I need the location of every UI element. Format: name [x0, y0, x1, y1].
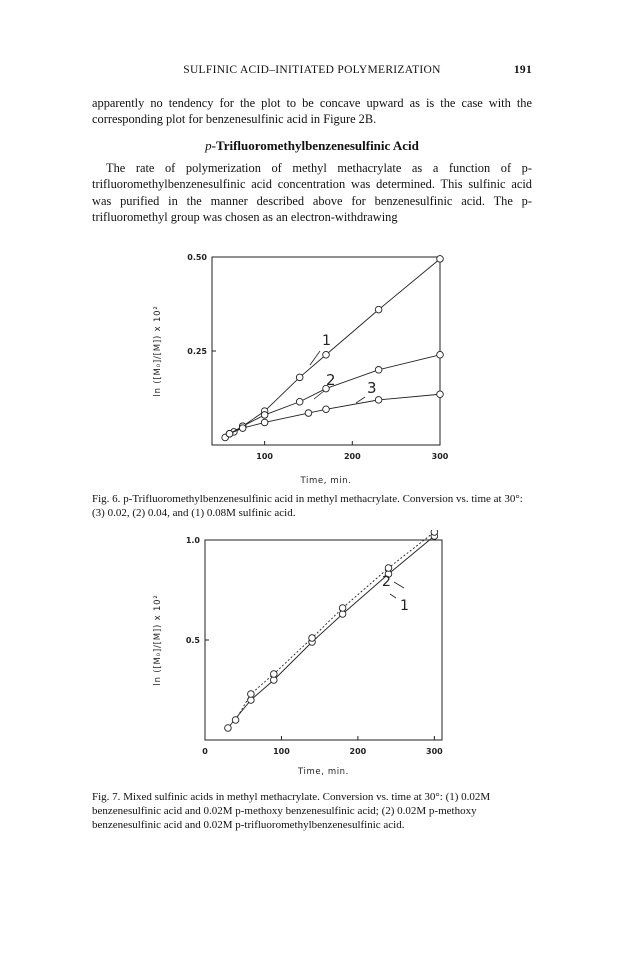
series-3-point	[375, 397, 382, 404]
plot-frame	[205, 540, 442, 740]
series-3-point	[437, 391, 444, 398]
series-3-point	[323, 406, 330, 413]
series-3-point	[226, 430, 233, 437]
x-tick-label: 300	[431, 452, 449, 461]
series-2-point	[248, 691, 255, 698]
section-heading-rest: -Trifluoromethylbenzenesulfinic Acid	[211, 138, 419, 153]
figure-6-caption	[92, 492, 532, 520]
series-2-point	[232, 717, 239, 724]
figure-6-caption-label: Fig. 6.	[92, 493, 121, 505]
series-2-point	[375, 367, 382, 374]
series-3-label: 3	[367, 379, 377, 397]
figure-7-caption-text: Mixed sulfinic acids in methyl methacrylate. Conversion vs. time at 30°: (1) 0.02M benzenesulfinic acid and 0.02M p-methoxy benzenesulfinic acid; (2) 0.02M p-methoxy benzenesulfinic acid and 0.02M p-trifluoromethylbenzenesulfinic acid.	[92, 791, 491, 831]
series-1-label: 1	[400, 598, 409, 614]
series-2-point	[271, 671, 278, 678]
plot-frame	[212, 257, 440, 445]
series-1-line	[225, 259, 440, 438]
series-2-point	[261, 412, 268, 419]
y-tick-label: 0.5	[185, 636, 200, 645]
paragraph-continued: apparently no tendency for the plot to be concave upward as is the case with the corresponding plot for benzenesulfinic acid in Figure 2B.	[92, 96, 532, 127]
series-3-point	[305, 410, 312, 417]
x-tick-label: 200	[349, 747, 367, 756]
figure-7-caption-label: Fig. 7.	[92, 791, 121, 803]
series-3-point	[261, 419, 268, 426]
running-head-title: SULFINIC ACID–INITIATED POLYMERIZATION	[183, 64, 441, 76]
series-2-label: 2	[326, 371, 336, 389]
x-tick-label: 0	[202, 747, 208, 756]
series-1-point	[375, 306, 382, 313]
series-2-leader	[394, 582, 404, 588]
series-2-point	[309, 635, 316, 642]
figure-7-caption	[92, 790, 532, 832]
series-1-leader	[310, 351, 320, 365]
series-1-leader	[390, 594, 396, 598]
y-axis-label: ln ([M₀]/[M]) x 10²	[153, 594, 163, 686]
series-1-label: 1	[322, 333, 331, 349]
x-tick-label: 100	[256, 452, 273, 461]
y-tick-label: 1.0	[185, 536, 200, 545]
x-tick-label: 300	[426, 747, 443, 756]
section-heading-prefix: p	[205, 138, 212, 153]
paragraph-body: The rate of polymerization of methyl methacrylate as a function of p-trifluoromethylbenzenesulfinic acid concentration was determined. This sulfinic acid was purified in the manner described above for benzenesulfinic acid. The p-trifluoromethyl group was chosen as an electron-withdrawing	[92, 161, 532, 225]
series-2-point	[385, 565, 392, 572]
page-number: 191	[513, 64, 532, 76]
series-2-point	[437, 351, 444, 358]
series-1-point	[323, 351, 330, 358]
series-2-point	[431, 530, 438, 535]
series-1-point	[225, 725, 232, 732]
figure-6-chart	[150, 245, 480, 485]
y-tick-label: 0.25	[187, 347, 207, 356]
figure-6	[150, 245, 480, 485]
series-1-line	[228, 536, 434, 728]
running-head	[92, 64, 532, 80]
series-2-point	[296, 398, 303, 405]
figure-7-chart	[150, 530, 480, 785]
series-3-point	[239, 425, 246, 432]
x-tick-label: 200	[343, 452, 361, 461]
x-axis-label: Time, min.	[300, 476, 352, 485]
y-axis-label: ln ([M₀]/[M]) x 10²	[153, 305, 163, 397]
figure-6-caption-text: p-Trifluoromethylbenzenesulfinic acid in methyl methacrylate. Conversion vs. time at 30°: (3) 0.02, (2) 0.04, and (1) 0.08M sulfinic acid.	[92, 493, 523, 519]
x-axis-label: Time, min.	[298, 767, 349, 777]
series-1-point	[296, 374, 303, 381]
figure-7	[150, 530, 480, 785]
series-2-label: 2	[382, 574, 391, 590]
section-heading	[92, 138, 532, 154]
series-1-point	[437, 256, 444, 263]
y-tick-label: 0.50	[187, 253, 207, 262]
x-tick-label: 100	[273, 747, 290, 756]
series-2-point	[339, 605, 346, 612]
